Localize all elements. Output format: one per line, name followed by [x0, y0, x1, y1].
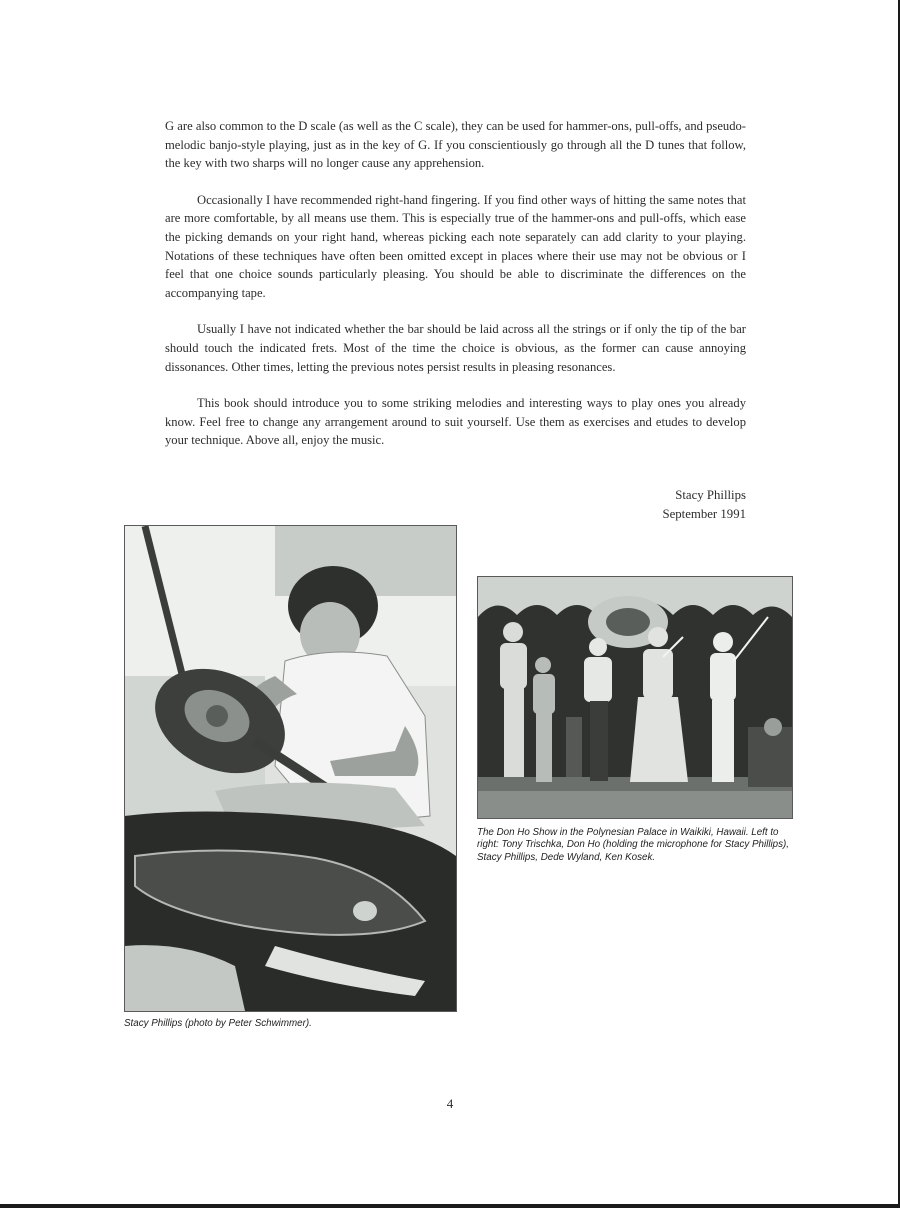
- caption-stacy-phillips: Stacy Phillips (photo by Peter Schwimmer).: [124, 1018, 312, 1029]
- paragraph-continued: G are also common to the D scale (as well as the C scale), they can be used for hammer-ons, pull-offs, and pseudo-melodic banjo-style playing, just as in the key of G. If you conscientiously go through all the D tunes that follow, the key with two sharps will no longer cause any apprehension.: [165, 119, 746, 171]
- signature-date: September 1991: [662, 507, 746, 521]
- body-text: [165, 117, 746, 468]
- photo-stage-band-illustration: [478, 577, 792, 818]
- page-edge-bottom: [0, 1204, 900, 1208]
- paragraph-bar-placement: Usually I have not indicated whether the bar should be laid across all the strings or if only the tip of the bar should touch the indicated frets. Most of the time the choice is obvious, as the former can cause annoying dissonances. Other times, letting the previous notes persist results in pleasing resonances.: [165, 322, 746, 374]
- author-signature: [662, 486, 746, 524]
- photo-guitarist-illustration: [125, 526, 456, 1011]
- author-name: Stacy Phillips: [675, 488, 746, 502]
- caption-don-ho-show: The Don Ho Show in the Polynesian Palace in Waikiki, Hawaii. Left to right: Tony Trischka, Don Ho (holding the microphone for Stacy Phillips), Stacy Phillips, Dede Wyland, Ken Kosek.: [477, 827, 790, 863]
- paragraph-right-hand-fingering: Occasionally I have recommended right-hand fingering. If you find other ways of hitting the same notes that are more comfortable, by all means use them. This is especially true of the hammer-ons and pull-offs, which ease the picking demands on your right hand, whereas picking each note separately can add clarity to your playing. Notations of these techniques have often been omitted except in places where their use may not be obvious or I feel that one choice sounds particularly pleasing. You should be able to discriminate the differences on the accompanying tape.: [165, 192, 746, 300]
- photo-stacy-phillips: [124, 525, 457, 1012]
- paragraph-closing: This book should introduce you to some striking melodies and interesting ways to play ones you already know. Feel free to change any arrangement around to suit yourself. Use them as exercises and etudes to develop your technique. Above all, enjoy the music.: [165, 396, 746, 448]
- photo-don-ho-show: [477, 576, 793, 819]
- page-number: 4: [446, 1096, 454, 1111]
